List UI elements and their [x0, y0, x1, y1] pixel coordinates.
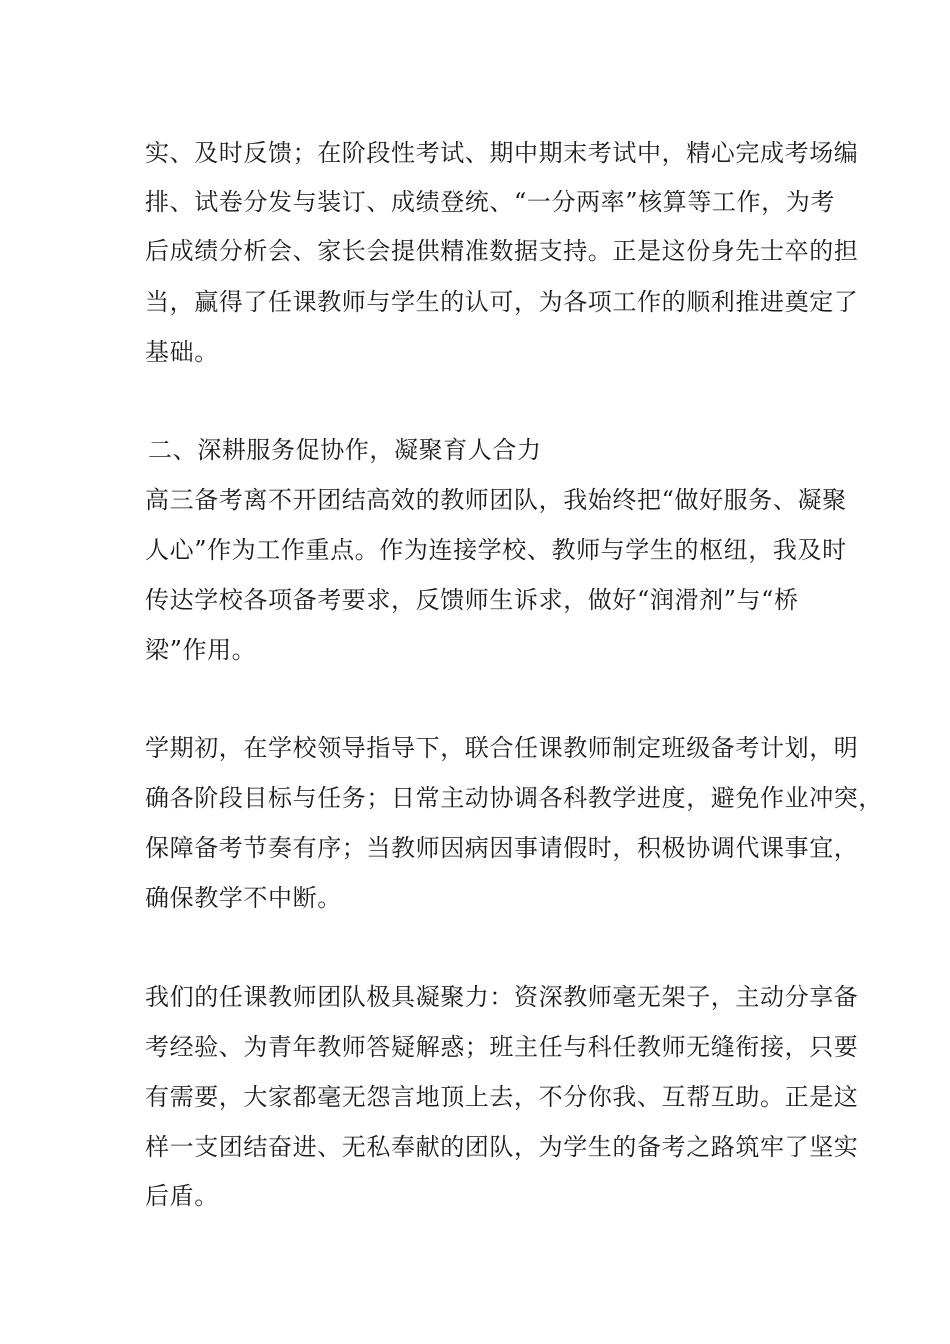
text-line: 样一支团结奋进、无私奉献的团队，为学生的备考之路筑牢了坚实: [145, 1133, 859, 1161]
text-line: 考经验、为青年教师答疑解惑；班主任与科任教师无缝衔接，只要: [145, 1033, 859, 1061]
text-line: 保障备考节奏有序；当教师因病因事请假时，积极协调代课事宜，: [145, 834, 859, 862]
section-heading: 二、深耕服务促协作，凝聚育人合力: [148, 436, 542, 464]
text-line: 确各阶段目标与任务；日常主动协调各科教学进度，避免作业冲突，: [145, 784, 883, 812]
text-line: 梁”作用。: [145, 636, 257, 664]
text-line: 学期初，在学校领导指导下，联合任课教师制定班级备考计划，明: [145, 734, 859, 762]
text-line: 有需要，大家都毫无怨言地顶上去，不分你我、互帮互助。正是这: [145, 1083, 859, 1111]
text-line: 基础。: [145, 338, 219, 366]
text-line: 实、及时反馈；在阶段性考试、期中期末考试中，精心完成考场编: [145, 139, 859, 167]
text-line: 传达学校各项备考要求，反馈师生诉求，做好“润滑剂”与“桥: [145, 586, 799, 614]
text-line: 高三备考离不开团结高效的教师团队，我始终把“做好服务、凝聚: [145, 486, 847, 514]
text-line: 我们的任课教师团队极具凝聚力：资深教师毫无架子，主动分享备: [145, 983, 859, 1011]
text-line: 后盾。: [145, 1182, 219, 1210]
text-line: 当，赢得了任课教师与学生的认可，为各项工作的顺利推进奠定了: [145, 288, 859, 316]
text-line: 后成绩分析会、家长会提供精准数据支持。正是这份身先士卒的担: [145, 237, 859, 265]
text-line: 排、试卷分发与装订、成绩登统、“一分两率”核算等工作，为考: [145, 188, 835, 216]
text-line: 人心”作为工作重点。作为连接学校、教师与学生的枢纽，我及时: [145, 536, 847, 564]
text-line: 确保教学不中断。: [145, 884, 342, 912]
